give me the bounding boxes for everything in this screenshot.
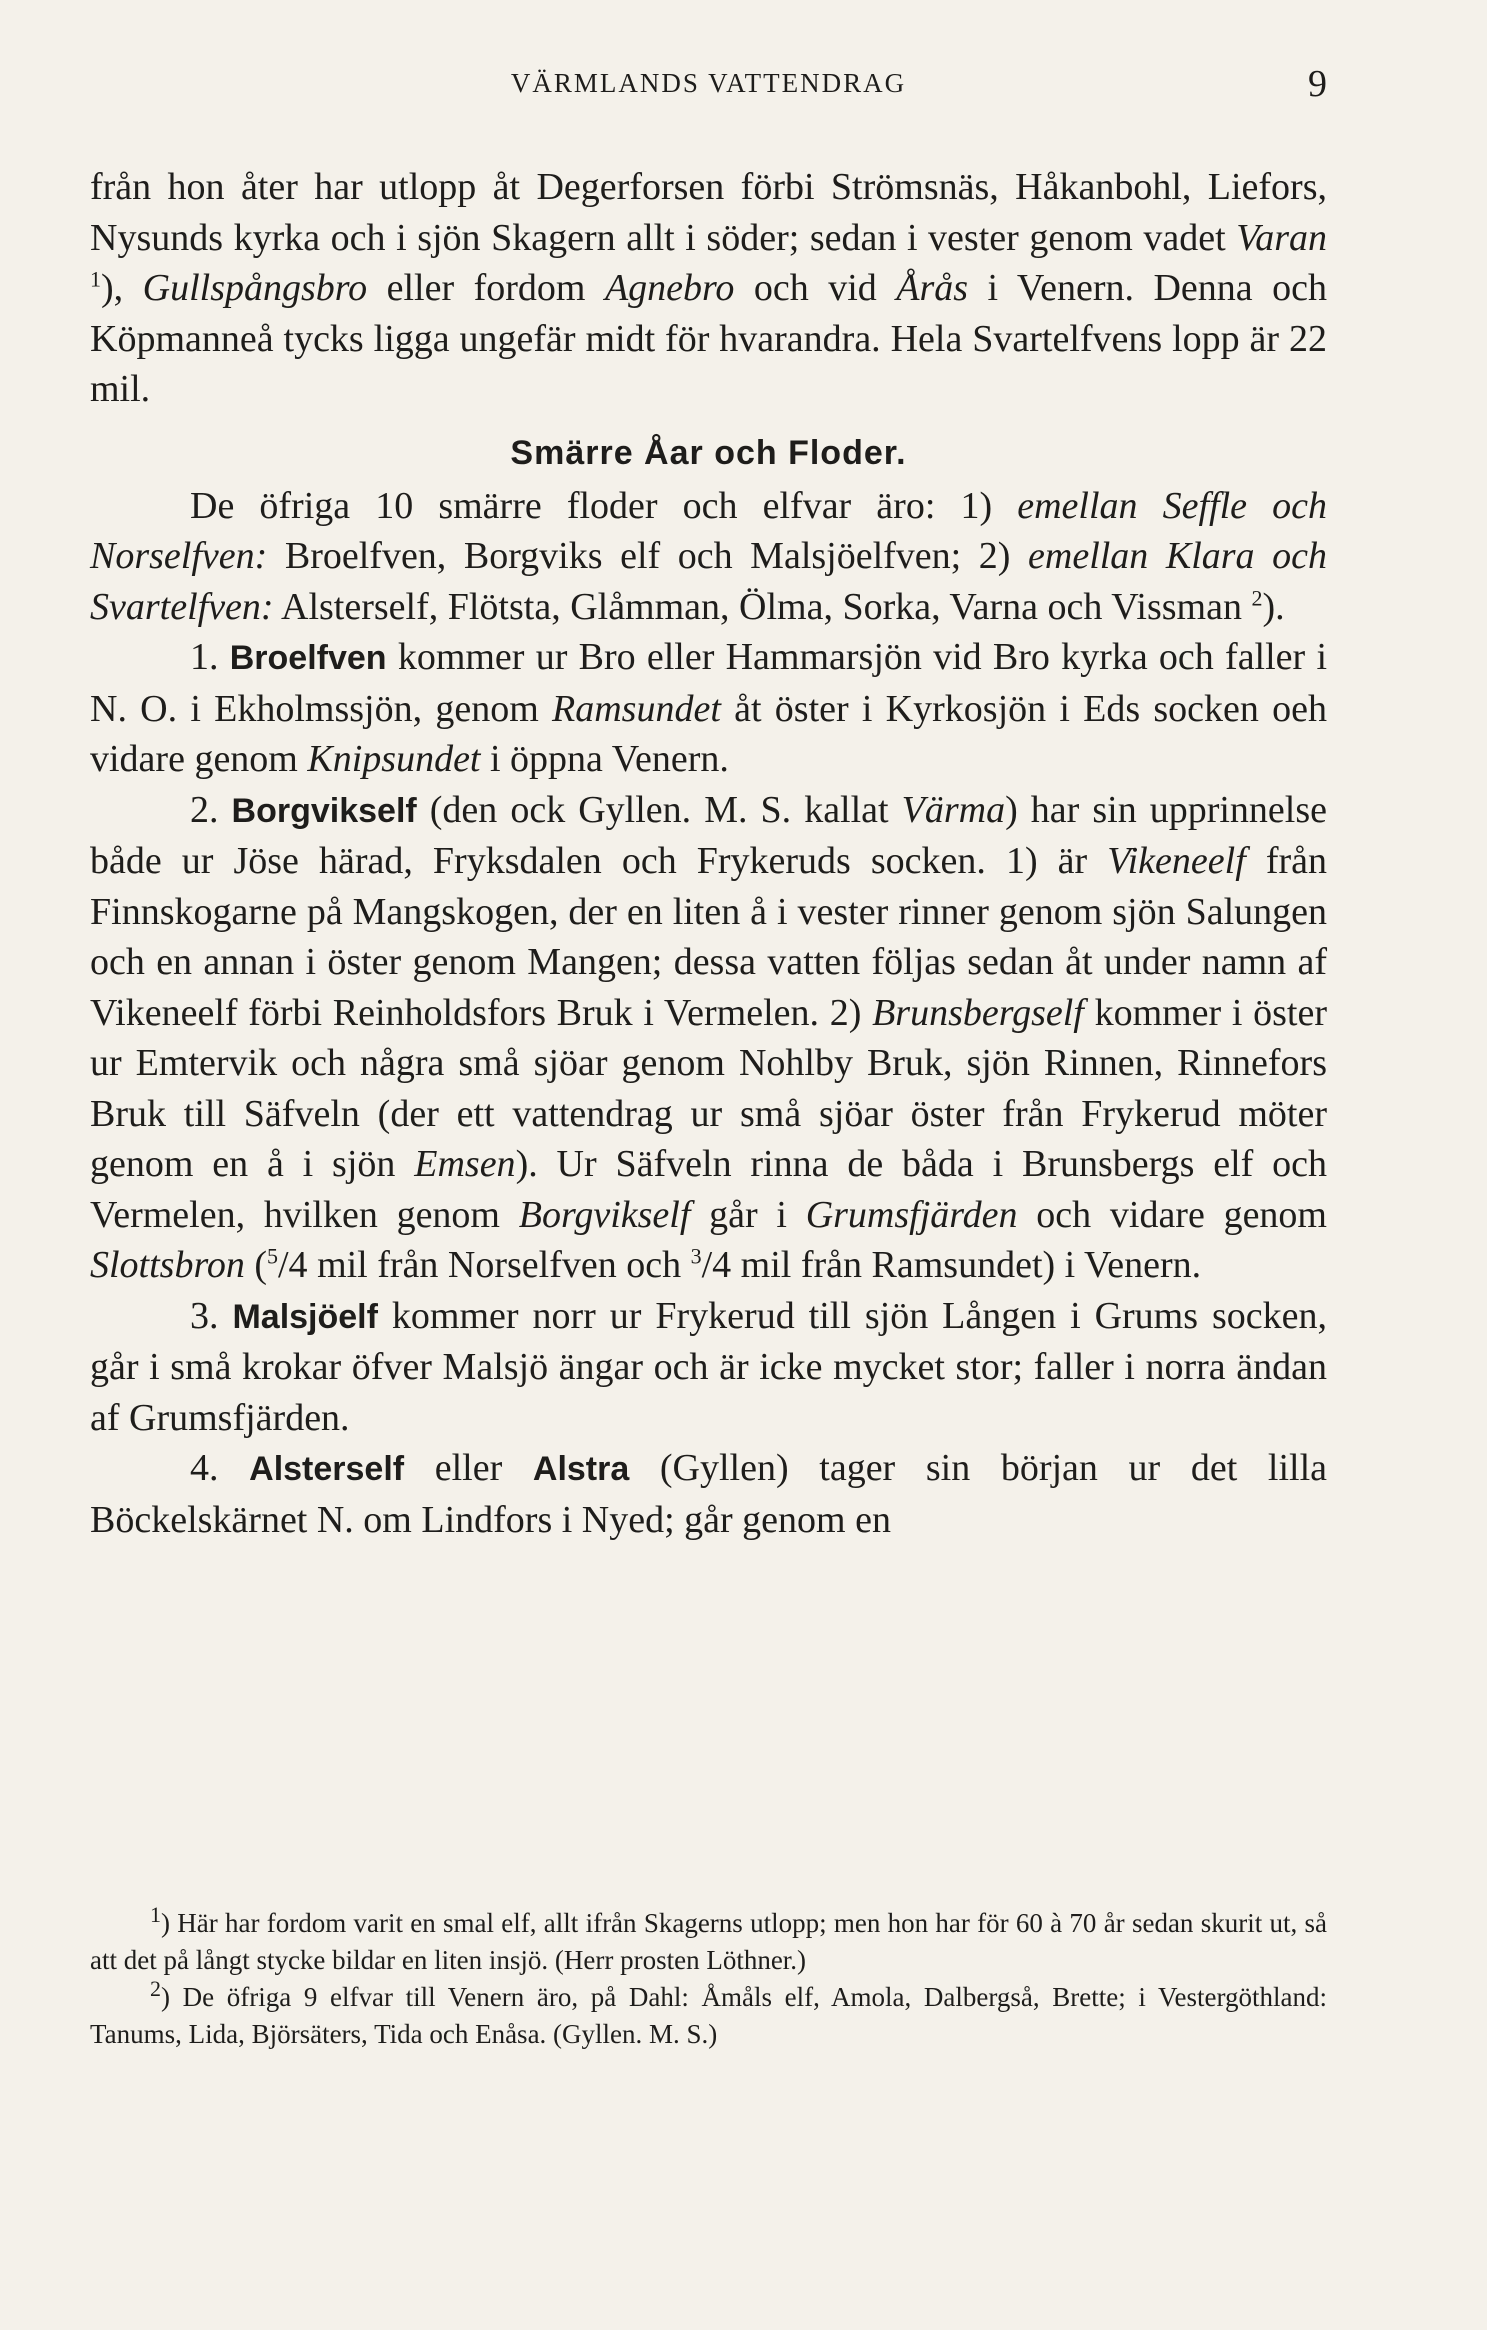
paragraph-malsjoelf: 3. Malsjöelf kommer norr ur Frykerud till sjön Lången i Grums socken, går i små krokar öfver Malsjö ängar och är icke mycket stor; faller i norra ändan af Grumsfjärden.	[90, 1294, 1328, 1439]
fraction-denominator: /4	[701, 1244, 732, 1286]
place-varan: Varan	[1236, 216, 1327, 259]
footnote-1: $^1$) Här har fordom varit en smal elf, allt ifrån Skagerns utlopp; men hon har för 60 à 70 år sedan skurit ut, så att det på långt stycke bildar en liten insjö. (Herr prosten Löthner.)	[90, 1902, 1327, 1975]
place-aras: Årås	[896, 267, 969, 309]
paragraph-borgvikself: 2. Borgvikself (den ock Gyllen. M. S. kallat Värma) har sin upprinnelse både ur Jöse härad, Fryksdalen och Frykeruds socken. 1) är Vikeneelf från Finnskogarne på Mangskogen, der en liten å i vester rinner genom sjön Salungen och en annan i öster genom Mangen; dessa vatten följas sedan åt under namn af Vikeneelf förbi Reinholdsfors Bruk i Vermelen. 2) Brunsbergself kommer i öster ur Emtervik och några små sjöar genom Nohlby Bruk, sjön Rinnen, Rinnefors Bruk till Säfveln (der ett vattendrag ur små sjöar öster från Frykerud möter genom en å i sjön Emsen). Ur Säfveln rinna de båda i Brunsbergs elf och Vermelen, hvilken genom Borgvikself går i Grumsfjärden och vidare genom Slottsbron ($^5$/4 mil från Norselfven och $^3$/4 mil från Ramsundet) i Venern.	[90, 788, 1328, 1286]
river-name-alsterself: Alsterself	[249, 1450, 405, 1488]
river-name-malsjoelf: Malsjöelf	[232, 1297, 378, 1336]
running-title: VÄRMLANDS VATTENDRAG	[510, 68, 907, 98]
paragraph-svartelfven-end: från hon åter har utlopp åt Degerforsen förbi Strömsnäs, Håkanbohl, Liefors, Nysunds kyrka och i sjön Skagern allt i söder; sedan i vester genom vadet Varan $^1$), Gullspångsbro eller fordom Agnebro och vid Årås i Venern. Denna och Köpmanneå tycks ligga ungefär midt för hvarandra. Hela Svartelfvens lopp är 22 mil.	[90, 166, 1328, 410]
fraction-numerator: 3	[690, 1243, 702, 1269]
running-header	[90, 62, 1327, 112]
river-name-borgvikself: Borgvikself	[231, 791, 417, 830]
fraction-numerator: 5	[267, 1243, 278, 1269]
footnotes	[90, 1902, 1327, 2053]
footnote-ref-2: 2	[1251, 584, 1263, 610]
river-name-broelfven: Broelfven	[229, 639, 387, 677]
page-number: 9	[1308, 63, 1327, 105]
place-gullspangsbro: Gullspångsbro	[142, 267, 368, 309]
paragraph-overview: De öfriga 10 smärre floder och elfvar äro: 1) emellan Seffle och Norselfven: Broelfven, Borgviks elf och Malsjöelfven; 2) emellan Klara och Svartelfven: Alsterself, Flötsta, Glåmman, Ölma, Sorka, Varna och Vissman $^2$).	[90, 484, 1328, 628]
footnote-ref-1: 1	[90, 266, 101, 292]
fraction-denominator: /4	[278, 1244, 308, 1286]
paragraph-alsterself: 4. Alsterself eller Alstra (Gyllen) tager sin början ur det lilla Böckelskärnet N. om Lindfors i Nyed; går genom en	[90, 1447, 1327, 1541]
body-text	[90, 162, 1327, 1545]
paragraph-broelfven: 1. Broelfven kommer ur Bro eller Hammarsjön vid Bro kyrka och faller i N. O. i Ekholmssjön, genom Ramsundet åt öster i Kyrkosjön i Eds socken oeh vidare genom Knipsundet i öppna Venern.	[90, 636, 1328, 780]
footnote-2: $^2$) De öfriga 9 elfvar till Venern äro, på Dahl: Åmåls elf, Amola, Dalbergså, Brette; i Vestergöthland: Tanums, Lida, Björsäters, Tida och Enåsa. (Gyllen. M. S.)	[90, 1976, 1327, 2049]
river-name-alstra: Alstra	[532, 1450, 630, 1488]
place-agnebro: Agnebro	[604, 267, 735, 309]
section-heading: Smärre Åar och Floder.	[510, 433, 907, 472]
